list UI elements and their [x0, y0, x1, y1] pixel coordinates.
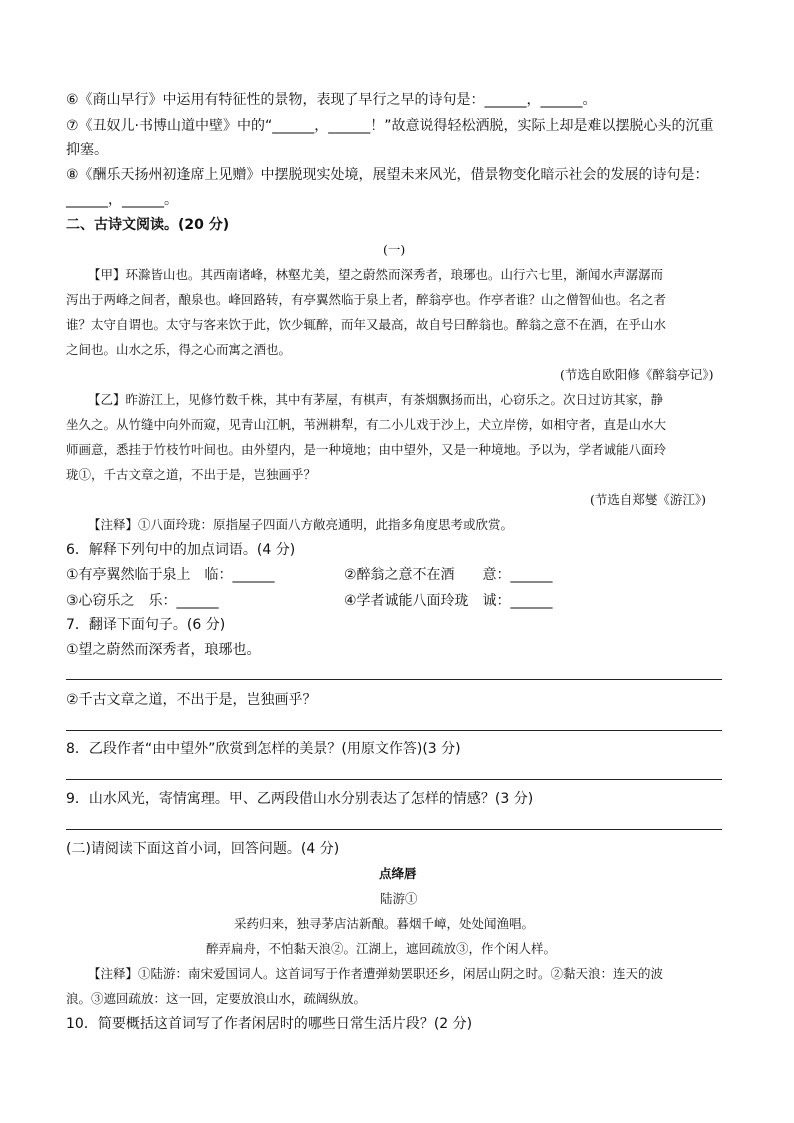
passage-yi-line: 坐久之。从竹缝中向外而窥，见青山江帆，苇洲耕犁，有二小儿戏于沙上，犬立岸傍，如相守者，直是山水大 — [66, 417, 667, 432]
answer-line[interactable] — [66, 829, 722, 830]
question-9: 9．山水风光，寄情寓理。甲、乙两段借山水分别表达了怎样的情感？(3 分) — [66, 791, 534, 807]
question-6: 6．解释下列句中的加点词语。(4 分) — [66, 542, 296, 558]
question-6-fill: ⑥《商山早行》中运用有特征性的景物，表现了早行之早的诗句是：______，______。 — [66, 92, 597, 108]
passage-yi-line: 【乙】昨游江上，见修竹数千株，其中有茅屋，有棋声，有茶烟飘扬而出，心窃乐之。次日过访其家，静 — [88, 392, 664, 407]
poem-title: 点绛唇 — [379, 866, 417, 881]
question-6-item: ③心窃乐之 乐：______ — [66, 593, 219, 609]
poem-note-line-2: 浪。③遮回疏放：这一回，定要放浪山水，疏阔纵放。 — [66, 991, 367, 1006]
question-7-fill-line2: 抑塞。 — [66, 142, 108, 158]
question-6-item: ②醉翁之意不在酒 意：______ — [344, 567, 553, 583]
answer-line[interactable] — [66, 679, 722, 680]
question-8-fill-line1: ⑧《酬乐天扬州初逢席上见赠》中摆脱现实处境，展望未来风光，借景物变化暗示社会的发展的诗句是： — [66, 167, 709, 183]
passage-yi-line: 师画意，悉挂于竹枝竹叶间也。由外望内，是一种境地；由中望外，又是一种境地。予以为，学者诚能八面玲 — [66, 442, 667, 457]
passage-jia-line: 泻出于两峰之间者，酿泉也。峰回路转，有亭翼然临于泉上者，醉翁亭也。作亭者谁？山之僧智仙也。名之者 — [66, 292, 667, 307]
answer-line[interactable] — [66, 730, 722, 731]
passage-note: 【注释】①八面玲珑：原指屋子四面八方敞亮通明，此指多角度思考或欣赏。 — [88, 517, 514, 532]
answer-line[interactable] — [66, 779, 722, 780]
question-7-sentence-1: ①望之蔚然而深秀者，琅琊也。 — [66, 642, 261, 658]
poem-line-2: 醉弄扁舟，不怕黏天浪②。江湖上，遮回疏放③，作个闲人样。 — [206, 941, 557, 956]
question-6-item: ①有亭翼然临于泉上 临：______ — [66, 567, 275, 583]
question-7: 7．翻译下面句子。(6 分) — [66, 617, 226, 633]
poem-note-line-1: 【注释】①陆游：南宋爱国词人。这首词写于作者遭弹劾罢职还乡，闲居山阴之时。②黏天浪：连天的波 — [88, 966, 664, 981]
passage-yi-source: (节选自郑燮《游江》) — [590, 492, 707, 507]
question-6-item: ④学者诚能八面玲珑 诚：______ — [344, 593, 553, 609]
question-10: 10．简要概括这首词写了作者闲居时的哪些日常生活片段？(2 分) — [66, 1016, 473, 1032]
passage-yi-line: 珑①，千古文章之道，不出于是，岂独画乎？ — [66, 467, 317, 482]
passage-jia-source: (节选自欧阳修《醉翁亭记》) — [560, 367, 714, 382]
part-2-label: (二)请阅读下面这首小词，回答问题。(4 分) — [66, 841, 340, 857]
part-1-label: (一) — [383, 242, 406, 257]
question-8: 8．乙段作者“由中望外”欣赏到怎样的美景？(用原文作答)(3 分) — [66, 741, 461, 757]
question-7-fill-line1: ⑦《丑奴儿·书博山道中壁》中的“______，______！”故意说得轻松洒脱，实际上却是难以摆脱心头的沉重 — [66, 118, 714, 134]
question-7-sentence-2: ②千古文章之道，不出于是，岂独画乎？ — [66, 692, 317, 708]
passage-jia-line: 谁？太守自谓也。太守与客来饮于此，饮少辄醉，而年又最高，故自号曰醉翁也。醉翁之意不在酒，在乎山水 — [66, 317, 667, 332]
poem-line-1: 采药归来，独寻茅店沽新酿。暮烟千嶂，处处闻渔唱。 — [234, 916, 535, 931]
question-8-fill-line2: ______，______。 — [66, 192, 178, 208]
poem-author: 陆游① — [380, 891, 418, 906]
passage-jia-line: 之间也。山水之乐，得之心而寓之酒也。 — [66, 342, 292, 357]
passage-jia-line: 【甲】环滁皆山也。其西南诸峰，林壑尤美，望之蔚然而深秀者，琅琊也。山行六七里，渐闻水声潺潺而 — [88, 267, 664, 282]
section-2-heading: 二、古诗文阅读。(20 分) — [66, 217, 230, 233]
